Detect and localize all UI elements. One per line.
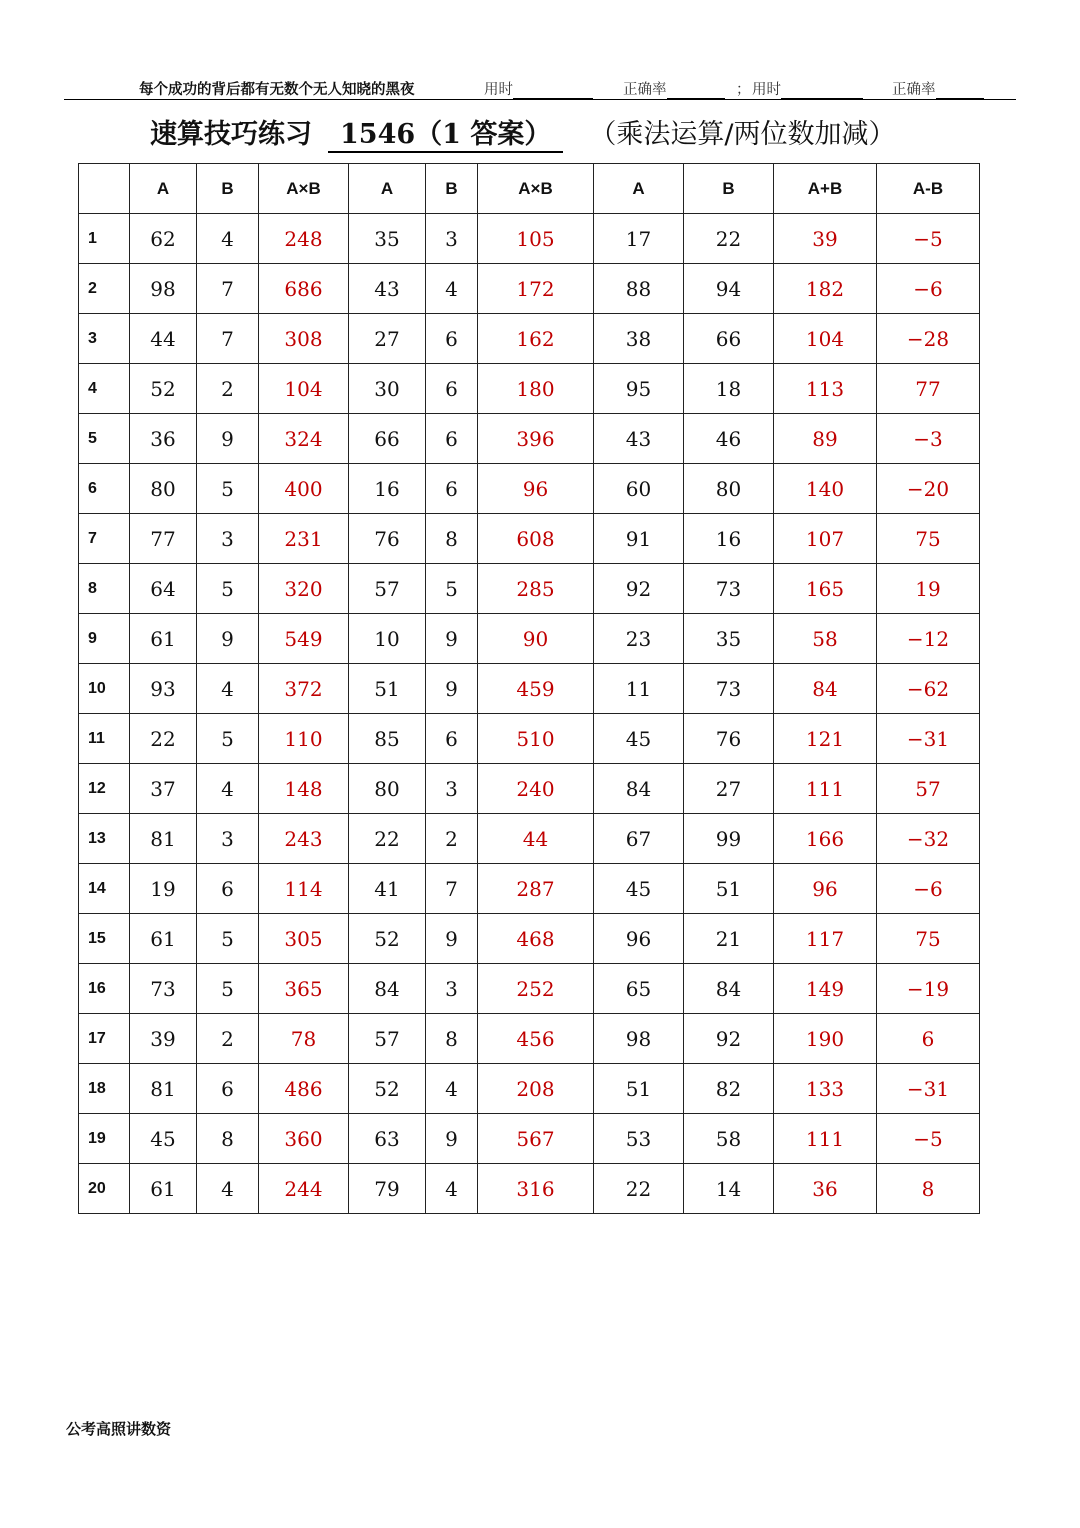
operand-cell: 80: [130, 464, 197, 514]
title-main: 速算技巧练习: [150, 119, 312, 150]
answer-cell: 608: [478, 514, 594, 564]
operand-cell: 5: [197, 964, 259, 1014]
operand-cell: 76: [349, 514, 426, 564]
answer-cell: −31: [877, 1064, 980, 1114]
answer-cell: 78: [259, 1014, 349, 1064]
operand-cell: 7: [197, 264, 259, 314]
row-number: 4: [79, 364, 130, 414]
row-number: 11: [79, 714, 130, 764]
accuracy-label-1: 正确率: [623, 82, 667, 98]
operand-cell: 8: [197, 1114, 259, 1164]
operand-cell: 22: [349, 814, 426, 864]
operand-cell: 5: [197, 714, 259, 764]
time-blank-1[interactable]: [513, 83, 593, 99]
answer-cell: 510: [478, 714, 594, 764]
answer-cell: −5: [877, 214, 980, 264]
operand-cell: 52: [349, 914, 426, 964]
operand-cell: 37: [130, 764, 197, 814]
time-label-1: 用时: [484, 82, 513, 98]
answer-cell: −6: [877, 264, 980, 314]
table-row: [79, 564, 980, 614]
answer-cell: 324: [259, 414, 349, 464]
accuracy-blank-2[interactable]: [936, 83, 984, 99]
operand-cell: 43: [349, 264, 426, 314]
operand-cell: 11: [594, 664, 684, 714]
operand-cell: 4: [197, 664, 259, 714]
operand-cell: 58: [684, 1114, 774, 1164]
operand-cell: 14: [684, 1164, 774, 1214]
operand-cell: 8: [426, 1014, 478, 1064]
table-row: [79, 1064, 980, 1114]
answer-cell: 365: [259, 964, 349, 1014]
row-number: 19: [79, 1114, 130, 1164]
answer-cell: 360: [259, 1114, 349, 1164]
operand-cell: 6: [426, 714, 478, 764]
header-rule: [64, 99, 1016, 100]
row-number: 12: [79, 764, 130, 814]
accuracy-field-2: [892, 78, 984, 99]
operand-cell: 92: [594, 564, 684, 614]
answer-cell: 8: [877, 1164, 980, 1214]
operand-cell: 7: [426, 864, 478, 914]
row-number: 5: [79, 414, 130, 464]
answer-cell: 567: [478, 1114, 594, 1164]
time-label-2: 用时: [752, 82, 781, 98]
operand-cell: 95: [594, 364, 684, 414]
table-row: [79, 614, 980, 664]
operand-cell: 88: [594, 264, 684, 314]
answer-cell: −3: [877, 414, 980, 464]
answer-cell: 107: [774, 514, 877, 564]
answer-cell: 468: [478, 914, 594, 964]
operand-cell: 51: [594, 1064, 684, 1114]
operand-cell: 2: [197, 1014, 259, 1064]
operand-cell: 45: [130, 1114, 197, 1164]
title-subtitle: （乘法运算/两位数加减）: [589, 119, 896, 150]
row-number: 17: [79, 1014, 130, 1064]
operand-cell: 51: [349, 664, 426, 714]
row-number: 2: [79, 264, 130, 314]
answer-cell: −20: [877, 464, 980, 514]
row-number: 10: [79, 664, 130, 714]
operand-cell: 61: [130, 614, 197, 664]
operand-cell: 9: [426, 1114, 478, 1164]
operand-cell: 5: [197, 564, 259, 614]
operand-cell: 2: [426, 814, 478, 864]
column-header: A+B: [774, 164, 877, 214]
time-field-2: [752, 78, 863, 99]
table-row: [79, 764, 980, 814]
row-number: 3: [79, 314, 130, 364]
row-number: 18: [79, 1064, 130, 1114]
row-number: 15: [79, 914, 130, 964]
accuracy-blank-1[interactable]: [667, 83, 725, 99]
answer-cell: 243: [259, 814, 349, 864]
table-row: [79, 714, 980, 764]
answer-cell: 320: [259, 564, 349, 614]
operand-cell: 41: [349, 864, 426, 914]
operand-cell: 18: [684, 364, 774, 414]
answer-cell: 165: [774, 564, 877, 614]
answer-cell: 111: [774, 764, 877, 814]
operand-cell: 27: [684, 764, 774, 814]
operand-cell: 81: [130, 814, 197, 864]
table-row: [79, 264, 980, 314]
answer-cell: 396: [478, 414, 594, 464]
operand-cell: 9: [426, 614, 478, 664]
operand-cell: 9: [197, 414, 259, 464]
answer-cell: 57: [877, 764, 980, 814]
operand-cell: 65: [594, 964, 684, 1014]
answer-cell: 89: [774, 414, 877, 464]
accuracy-label-2: 正确率: [892, 82, 936, 98]
column-header: A: [130, 164, 197, 214]
operand-cell: 9: [426, 664, 478, 714]
operand-cell: 5: [197, 464, 259, 514]
operand-cell: 93: [130, 664, 197, 714]
operand-cell: 84: [349, 964, 426, 1014]
operand-cell: 16: [684, 514, 774, 564]
operand-cell: 21: [684, 914, 774, 964]
operand-cell: 61: [130, 914, 197, 964]
answer-cell: 231: [259, 514, 349, 564]
table-row: [79, 664, 980, 714]
operand-cell: 6: [197, 864, 259, 914]
answer-cell: 90: [478, 614, 594, 664]
table-row: [79, 1114, 980, 1164]
column-header-index: [79, 164, 130, 214]
table-row: [79, 214, 980, 264]
operand-cell: 4: [426, 264, 478, 314]
operand-cell: 94: [684, 264, 774, 314]
operand-cell: 45: [594, 714, 684, 764]
operand-cell: 67: [594, 814, 684, 864]
operand-cell: 79: [349, 1164, 426, 1214]
page-title: [150, 112, 895, 153]
operand-cell: 61: [130, 1164, 197, 1214]
operand-cell: 98: [130, 264, 197, 314]
answer-cell: −6: [877, 864, 980, 914]
operand-cell: 52: [130, 364, 197, 414]
row-number: 13: [79, 814, 130, 864]
answer-cell: 240: [478, 764, 594, 814]
operand-cell: 6: [426, 364, 478, 414]
operand-cell: 16: [349, 464, 426, 514]
operand-cell: 3: [426, 214, 478, 264]
table-row: [79, 414, 980, 464]
answer-cell: −31: [877, 714, 980, 764]
operand-cell: 84: [684, 964, 774, 1014]
answer-cell: −32: [877, 814, 980, 864]
operand-cell: 6: [426, 314, 478, 364]
operand-cell: 9: [426, 914, 478, 964]
table-row: [79, 464, 980, 514]
operand-cell: 73: [130, 964, 197, 1014]
answer-cell: 248: [259, 214, 349, 264]
row-number: 7: [79, 514, 130, 564]
operand-cell: 92: [684, 1014, 774, 1064]
operand-cell: 80: [349, 764, 426, 814]
row-number: 20: [79, 1164, 130, 1214]
operand-cell: 6: [426, 414, 478, 464]
operand-cell: 76: [684, 714, 774, 764]
answer-cell: 285: [478, 564, 594, 614]
operand-cell: 17: [594, 214, 684, 264]
row-number: 9: [79, 614, 130, 664]
operand-cell: 45: [594, 864, 684, 914]
operand-cell: 3: [426, 764, 478, 814]
answer-cell: 133: [774, 1064, 877, 1114]
table-row: [79, 514, 980, 564]
table-row: [79, 814, 980, 864]
answer-cell: 162: [478, 314, 594, 364]
operand-cell: 36: [130, 414, 197, 464]
operand-cell: 4: [426, 1064, 478, 1114]
separator: ；: [736, 82, 751, 98]
answer-cell: 172: [478, 264, 594, 314]
row-number: 14: [79, 864, 130, 914]
operand-cell: 30: [349, 364, 426, 414]
column-header: A×B: [259, 164, 349, 214]
answer-cell: 36: [774, 1164, 877, 1214]
operand-cell: 35: [684, 614, 774, 664]
operand-cell: 64: [130, 564, 197, 614]
answer-cell: 113: [774, 364, 877, 414]
operand-cell: 39: [130, 1014, 197, 1064]
operand-cell: 22: [594, 1164, 684, 1214]
operand-cell: 57: [349, 1014, 426, 1064]
operand-cell: 99: [684, 814, 774, 864]
operand-cell: 22: [130, 714, 197, 764]
answer-cell: 305: [259, 914, 349, 964]
answer-cell: 104: [259, 364, 349, 414]
column-header: B: [684, 164, 774, 214]
accuracy-field-1: [623, 78, 725, 99]
time-blank-2[interactable]: [781, 83, 863, 99]
operand-cell: 98: [594, 1014, 684, 1064]
answer-cell: 308: [259, 314, 349, 364]
answer-cell: 96: [774, 864, 877, 914]
operand-cell: 66: [349, 414, 426, 464]
column-header: B: [197, 164, 259, 214]
table-row: [79, 964, 980, 1014]
operand-cell: 44: [130, 314, 197, 364]
motto: 每个成功的背后都有无数个无人知晓的黑夜: [139, 82, 415, 98]
answer-cell: 111: [774, 1114, 877, 1164]
answer-cell: 244: [259, 1164, 349, 1214]
operand-cell: 73: [684, 564, 774, 614]
answer-cell: 190: [774, 1014, 877, 1064]
answer-cell: 316: [478, 1164, 594, 1214]
operand-cell: 46: [684, 414, 774, 464]
row-number: 1: [79, 214, 130, 264]
answer-cell: 456: [478, 1014, 594, 1064]
operand-cell: 38: [594, 314, 684, 364]
operand-cell: 57: [349, 564, 426, 614]
answer-cell: 549: [259, 614, 349, 664]
operand-cell: 22: [684, 214, 774, 264]
operand-cell: 85: [349, 714, 426, 764]
answer-cell: 75: [877, 914, 980, 964]
operand-cell: 96: [594, 914, 684, 964]
title-number: 1546（1 答案）: [328, 112, 563, 153]
table-row: [79, 864, 980, 914]
answer-cell: −28: [877, 314, 980, 364]
answer-cell: 182: [774, 264, 877, 314]
answer-cell: 180: [478, 364, 594, 414]
answer-cell: −19: [877, 964, 980, 1014]
operand-cell: 6: [426, 464, 478, 514]
operand-cell: 81: [130, 1064, 197, 1114]
answer-cell: 400: [259, 464, 349, 514]
operand-cell: 43: [594, 414, 684, 464]
answer-cell: 39: [774, 214, 877, 264]
operand-cell: 8: [426, 514, 478, 564]
answer-cell: 486: [259, 1064, 349, 1114]
answer-cell: −5: [877, 1114, 980, 1164]
operand-cell: 82: [684, 1064, 774, 1114]
operand-cell: 66: [684, 314, 774, 364]
answer-cell: 686: [259, 264, 349, 314]
answer-cell: 459: [478, 664, 594, 714]
operand-cell: 80: [684, 464, 774, 514]
operand-cell: 5: [426, 564, 478, 614]
operand-cell: 53: [594, 1114, 684, 1164]
time-field-1: [484, 78, 593, 99]
answer-cell: 84: [774, 664, 877, 714]
table-row: [79, 314, 980, 364]
operand-cell: 4: [197, 214, 259, 264]
operand-cell: 51: [684, 864, 774, 914]
answer-cell: 77: [877, 364, 980, 414]
row-number: 6: [79, 464, 130, 514]
header-line: [64, 78, 1016, 100]
answer-cell: 110: [259, 714, 349, 764]
answer-cell: −12: [877, 614, 980, 664]
answer-cell: 140: [774, 464, 877, 514]
answer-cell: 58: [774, 614, 877, 664]
table-row: [79, 1164, 980, 1214]
row-number: 16: [79, 964, 130, 1014]
operand-cell: 10: [349, 614, 426, 664]
table-row: [79, 364, 980, 414]
column-header: A-B: [877, 164, 980, 214]
operand-cell: 3: [197, 514, 259, 564]
answer-cell: 44: [478, 814, 594, 864]
operand-cell: 35: [349, 214, 426, 264]
answer-cell: 114: [259, 864, 349, 914]
operand-cell: 91: [594, 514, 684, 564]
answer-cell: −62: [877, 664, 980, 714]
operand-cell: 4: [197, 1164, 259, 1214]
answer-cell: 208: [478, 1064, 594, 1114]
answer-cell: 372: [259, 664, 349, 714]
operand-cell: 77: [130, 514, 197, 564]
operand-cell: 3: [426, 964, 478, 1014]
operand-cell: 23: [594, 614, 684, 664]
footer-source: 公考高照讲数资: [66, 1420, 172, 1438]
operand-cell: 7: [197, 314, 259, 364]
answer-cell: 149: [774, 964, 877, 1014]
column-header: B: [426, 164, 478, 214]
answer-cell: 148: [259, 764, 349, 814]
operand-cell: 9: [197, 614, 259, 664]
answer-cell: 104: [774, 314, 877, 364]
operand-cell: 3: [197, 814, 259, 864]
operand-cell: 27: [349, 314, 426, 364]
operand-cell: 63: [349, 1114, 426, 1164]
answer-cell: 96: [478, 464, 594, 514]
answer-cell: 117: [774, 914, 877, 964]
column-header: A: [349, 164, 426, 214]
answer-cell: 252: [478, 964, 594, 1014]
answer-cell: 121: [774, 714, 877, 764]
header-row: [79, 164, 980, 214]
operand-cell: 6: [197, 1064, 259, 1114]
operand-cell: 60: [594, 464, 684, 514]
operand-cell: 84: [594, 764, 684, 814]
answer-cell: 6: [877, 1014, 980, 1064]
operand-cell: 5: [197, 914, 259, 964]
answer-cell: 75: [877, 514, 980, 564]
operand-cell: 52: [349, 1064, 426, 1114]
operand-cell: 73: [684, 664, 774, 714]
answer-cell: 105: [478, 214, 594, 264]
column-header: A: [594, 164, 684, 214]
answer-cell: 19: [877, 564, 980, 614]
answer-cell: 287: [478, 864, 594, 914]
column-header: A×B: [478, 164, 594, 214]
operand-cell: 4: [197, 764, 259, 814]
operand-cell: 62: [130, 214, 197, 264]
table-row: [79, 1014, 980, 1064]
row-number: 8: [79, 564, 130, 614]
operand-cell: 4: [426, 1164, 478, 1214]
answer-cell: 166: [774, 814, 877, 864]
table-row: [79, 914, 980, 964]
operand-cell: 19: [130, 864, 197, 914]
practice-table: [78, 163, 980, 1214]
operand-cell: 2: [197, 364, 259, 414]
